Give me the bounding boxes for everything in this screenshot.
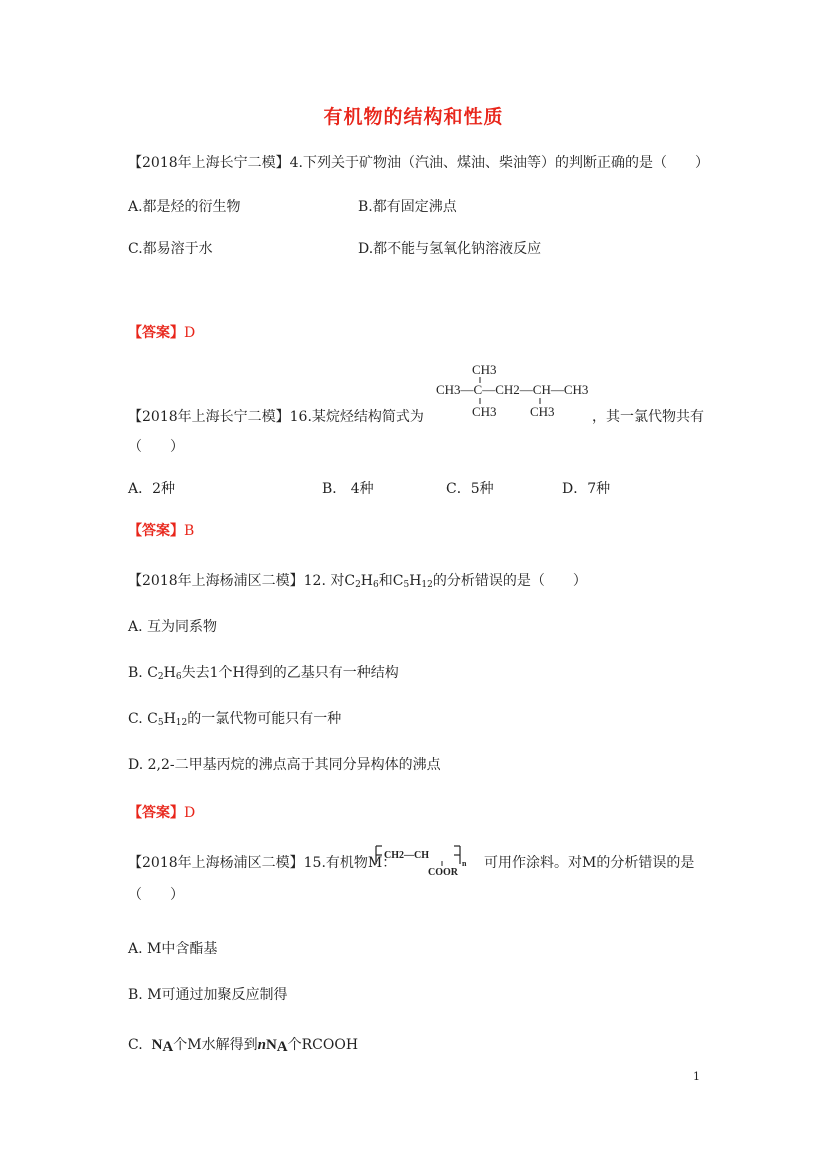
- q3-option-c: C. $C_5H_{12}$的一氯代物可能只有一种: [128, 711, 342, 728]
- answer-label: 【答案】: [128, 325, 184, 341]
- q1-option-d: D.都不能与氢氧化钠溶液反应: [358, 241, 542, 257]
- q2-stem: 【2018年上海长宁二模】16.某烷烃结构简式为: [128, 409, 424, 425]
- q2-option-b: B． 4种: [322, 481, 374, 497]
- formula-top-ch3: CH3: [472, 362, 497, 377]
- polymer-n: n: [462, 859, 467, 868]
- formula-bottom-right: CH3: [530, 404, 555, 419]
- q1-option-a: A.都是烃的衍生物: [128, 199, 241, 215]
- answer-value: D: [184, 805, 196, 821]
- q3-stem: 【2018年上海杨浦区二模】12. 对$C_2H_6$和$C_5H_{12}$的分析错误的是（ ）: [128, 573, 587, 590]
- q4-option-a: A. M中含酯基: [128, 941, 218, 957]
- q2-paren: （ ）: [128, 439, 184, 455]
- q4-stem: 【2018年上海杨浦区二模】15.有机物M：: [128, 855, 397, 871]
- formula-main-chain: CH3—C—CH2—CH—CH3: [436, 382, 589, 397]
- q2-structural-formula: [432, 360, 592, 428]
- formula-bottom-left: CH3: [472, 404, 497, 419]
- q2-option-d: D．7种: [562, 481, 611, 497]
- answer-label: 【答案】: [128, 805, 184, 821]
- q2-option-c: C．5种: [446, 481, 494, 497]
- q1-option-b: B.都有固定沸点: [358, 199, 457, 215]
- q3-option-b: B. $C_2H_6$失去1个H得到的乙基只有一种结构: [128, 665, 399, 682]
- q1-option-c: C.都易溶于水: [128, 241, 213, 257]
- q2-option-a: A．2种: [128, 481, 176, 497]
- answer-label: 【答案】: [128, 523, 184, 539]
- q3-option-d: D. 2,2-二甲基丙烷的沸点高于其同分异构体的沸点: [128, 757, 441, 773]
- q3-answer: [128, 802, 195, 822]
- q1-answer: [128, 322, 195, 342]
- q2-stem-tail: ，其一氯代物共有: [592, 409, 704, 425]
- q2-answer: [128, 520, 194, 540]
- q1-stem: 【2018年上海长宁二模】4.下列关于矿物油（汽油、煤油、柴油等）的判断正确的是（ ）: [128, 155, 709, 171]
- answer-value: B: [184, 523, 195, 539]
- page-title: 有机物的结构和性质: [323, 106, 504, 128]
- answer-value: D: [184, 325, 196, 341]
- q4-polymer-formula: [372, 842, 488, 878]
- q4-stem-tail: 可用作涂料。对M的分析错误的是: [484, 855, 695, 871]
- polymer-main: CH2—CH: [384, 850, 429, 861]
- page-number: 1: [693, 1070, 700, 1083]
- q4-option-c: C. $N_A$个M水解得到$nN_A$个RCOOH: [128, 1037, 359, 1055]
- polymer-side-group: COOR: [428, 867, 458, 878]
- q4-paren: （ ）: [128, 887, 184, 903]
- q4-option-b: B. M可通过加聚反应制得: [128, 987, 288, 1003]
- q3-option-a: A. 互为同系物: [128, 619, 218, 635]
